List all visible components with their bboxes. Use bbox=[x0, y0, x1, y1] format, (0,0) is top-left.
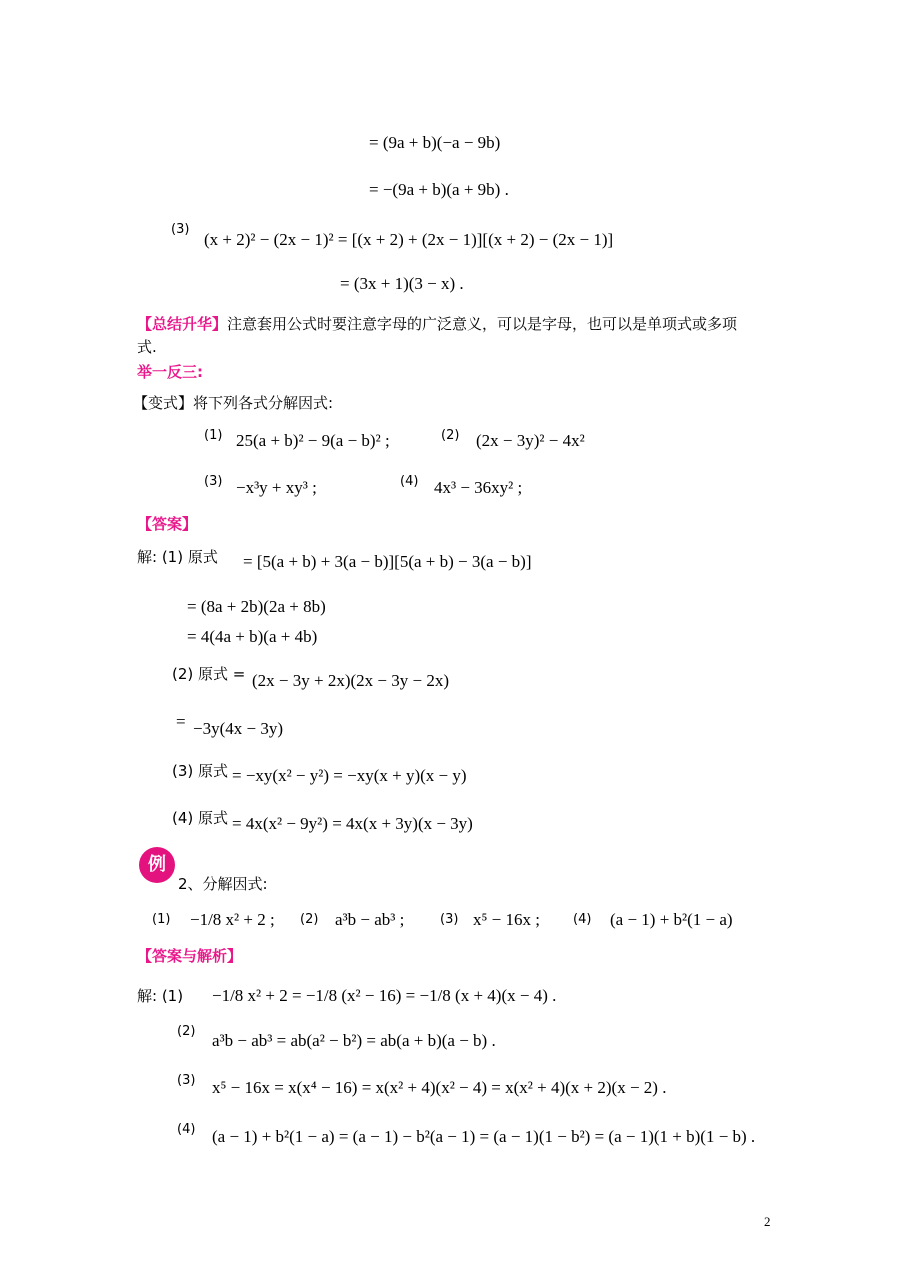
solution-label-2: (2) bbox=[177, 1024, 196, 1039]
answer-3-prefix: (3) 原式 bbox=[172, 762, 229, 780]
answer-4-equation: = 4x(x² − 9y²) = 4x(x + 3y)(x − 3y) bbox=[232, 814, 473, 833]
variant-label-1: (1) bbox=[204, 428, 223, 443]
variant-equation-4: 4x³ − 36xy² ; bbox=[434, 478, 523, 497]
example-equation-1: −1/8 x² + 2 ; bbox=[190, 910, 275, 929]
analysis-heading: 【答案与解析】 bbox=[137, 947, 243, 965]
example-label-1: (1) bbox=[152, 912, 171, 927]
variant-equation-1: 25(a + b)² − 9(a − b)² ; bbox=[236, 431, 390, 450]
answer-2-step-2: −3y(4x − 3y) bbox=[193, 719, 283, 738]
variant-label-3: (3) bbox=[204, 474, 223, 489]
answer-2-equation: (2x − 3y + 2x)(2x − 3y − 2x) bbox=[252, 671, 449, 690]
derivation-line-2: = −(9a + b)(a + 9b) . bbox=[369, 180, 509, 199]
summary-text-continued: 式. bbox=[137, 338, 157, 356]
answer-4-prefix: (4) 原式 bbox=[172, 809, 229, 827]
variant-heading: 【变式】将下列各式分解因式: bbox=[133, 394, 334, 412]
example-label-4: (4) bbox=[573, 912, 592, 927]
summary-text: 注意套用公式时要注意字母的广泛意义，可以是字母，也可以是单项式或多项 bbox=[227, 315, 738, 333]
solution-1-equation: −1/8 x² + 2 = −1/8 (x² − 16) = −1/8 (x + 4)(x − 4) . bbox=[212, 986, 557, 1005]
equation-3-result: = (3x + 1)(3 − x) . bbox=[340, 274, 464, 293]
example-label-2: (2) bbox=[300, 912, 319, 927]
answer-1-equation: = [5(a + b) + 3(a − b)][5(a + b) − 3(a − b)] bbox=[243, 552, 532, 571]
answer-heading: 【答案】 bbox=[137, 515, 198, 533]
solution-label-3: (3) bbox=[177, 1073, 196, 1088]
answer-1-step-3: = 4(4a + b)(a + 4b) bbox=[187, 627, 318, 646]
answer-2-prefix: (2) 原式 = bbox=[172, 665, 246, 683]
solution-1-prefix: 解: (1) bbox=[137, 987, 184, 1005]
example-label-3: (3) bbox=[440, 912, 459, 927]
section-heading-jyfs: 举一反三: bbox=[137, 363, 203, 381]
derivation-line-1: = (9a + b)(−a − 9b) bbox=[369, 133, 501, 152]
page-number: 2 bbox=[764, 1214, 771, 1229]
variant-equation-2: (2x − 3y)² − 4x² bbox=[476, 431, 585, 450]
summary-tag: 【总结升华】 bbox=[137, 315, 228, 333]
item-label-3: (3) bbox=[171, 222, 190, 237]
example-equation-3: x⁵ − 16x ; bbox=[473, 910, 540, 929]
variant-equation-3: −x³y + xy³ ; bbox=[236, 478, 317, 497]
example-badge-icon: 例 bbox=[139, 847, 175, 883]
equation-3: (x + 2)² − (2x − 1)² = [(x + 2) + (2x − 1)][(x + 2) − (2x − 1)] bbox=[204, 230, 614, 249]
variant-label-4: (4) bbox=[400, 474, 419, 489]
example-title: 2、分解因式: bbox=[178, 875, 268, 893]
example-equation-2: a³b − ab³ ; bbox=[335, 910, 405, 929]
answer-1-prefix: 解: (1) 原式 bbox=[137, 548, 218, 566]
answer-3-equation: = −xy(x² − y²) = −xy(x + y)(x − y) bbox=[232, 766, 467, 785]
variant-label-2: (2) bbox=[441, 428, 460, 443]
solution-equation-2: a³b − ab³ = ab(a² − b²) = ab(a + b)(a − b) . bbox=[212, 1031, 496, 1050]
solution-equation-3: x⁵ − 16x = x(x⁴ − 16) = x(x² + 4)(x² − 4) = x(x² + 4)(x + 2)(x − 2) . bbox=[212, 1078, 667, 1097]
answer-2-step-equals: = bbox=[176, 712, 186, 731]
summary-paragraph bbox=[137, 314, 737, 334]
solution-equation-4: (a − 1) + b²(1 − a) = (a − 1) − b²(a − 1) = (a − 1)(1 − b²) = (a − 1)(1 + b)(1 − b) . bbox=[212, 1127, 756, 1146]
solution-label-4: (4) bbox=[177, 1122, 196, 1137]
example-equation-4: (a − 1) + b²(1 − a) bbox=[610, 910, 733, 929]
answer-1-step-2: = (8a + 2b)(2a + 8b) bbox=[187, 597, 326, 616]
